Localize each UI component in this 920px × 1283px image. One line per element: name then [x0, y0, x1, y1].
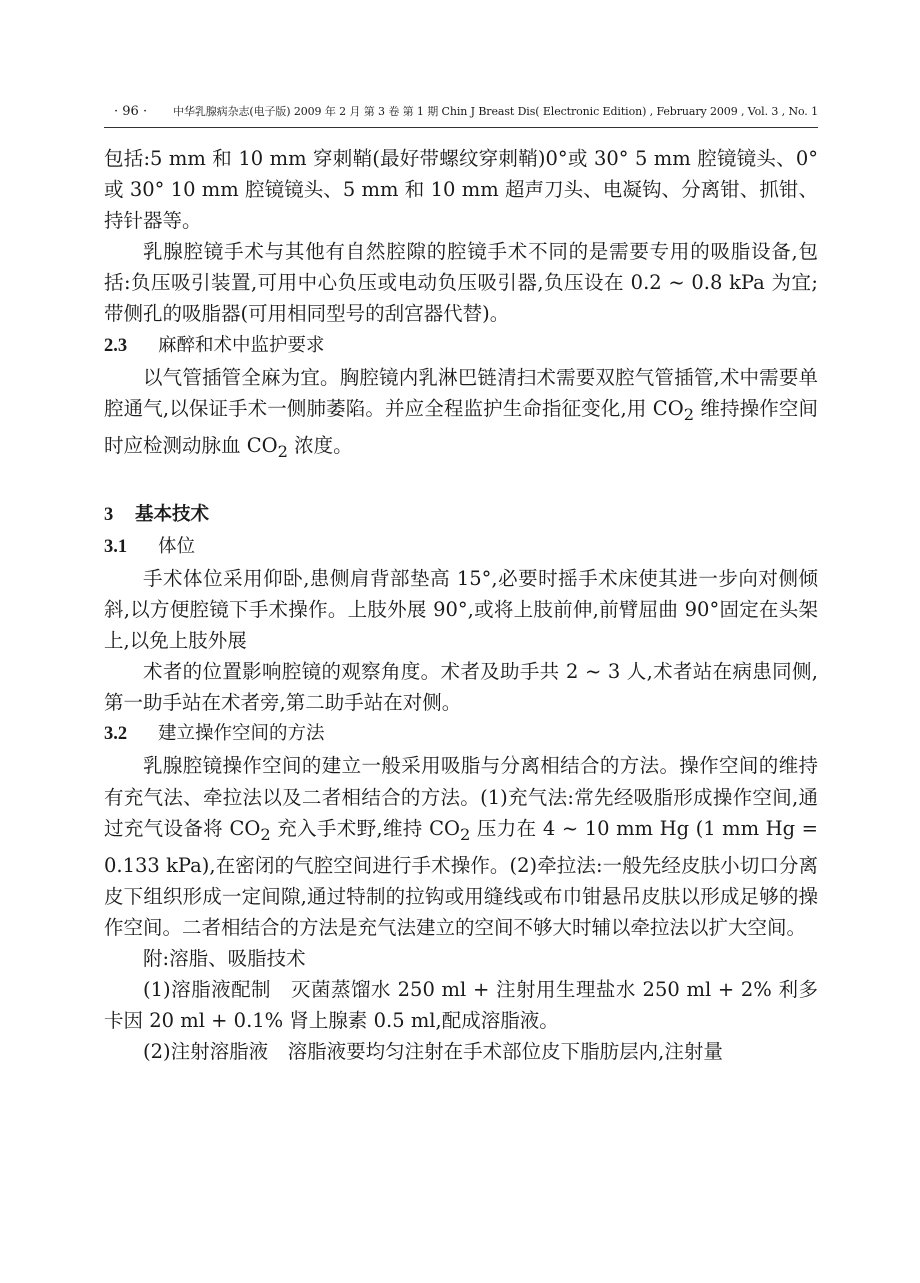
article-body [104, 143, 818, 1067]
paragraph-operating-space [104, 750, 818, 942]
section-title: 基本技术 [135, 503, 210, 525]
section-number: 3 [104, 504, 114, 525]
section-heading-2-3 [104, 330, 818, 362]
text-run: 充入手术野,维持 CO [270, 816, 461, 840]
running-header [104, 101, 818, 128]
section-title: 建立操作空间的方法 [158, 723, 325, 745]
section-heading-3-2 [104, 718, 818, 750]
subscript: 2 [460, 824, 471, 844]
section-title: 麻醉和术中监护要求 [158, 334, 325, 356]
subscript: 2 [683, 404, 695, 424]
paragraph-anesthesia [104, 362, 818, 467]
section-number: 3.1 [104, 536, 128, 557]
section-number: 2.3 [104, 335, 128, 356]
section-number: 3.2 [104, 724, 128, 745]
paragraph-surgeon-position: 术者的位置影响腔镜的观察角度。术者及助手共 2 ~ 3 人,术者站在病患同侧,第一助手站在术者旁,第二助手站在对侧。 [104, 660, 818, 715]
section-heading-3-1 [104, 531, 818, 563]
paragraph-appendix: 附:溶脂、吸脂技术 [143, 946, 306, 970]
text-run: 维持操作空间时应检测动脉血 CO [104, 396, 818, 457]
paragraph-injection: (2)注射溶脂液 溶脂液要均匀注射在手术部位皮下脂肪层内,注射量 [143, 1040, 723, 1064]
text-run: 以气管插管全麻为宜。胸腔镜内乳淋巴链清扫术需要双腔气管插管,术中需要单腔通气,以保证手术一侧肺萎陷。并应全程监护生命指征变化,用 CO [104, 365, 818, 420]
section-title: 体位 [158, 535, 196, 557]
subscript: 2 [260, 824, 271, 844]
text-run: 压力在 4 ~ 10 mm Hg (1 mm Hg = 0.133 kPa),在密闭的气腔空间进行手术操作。(2)牵拉法:一般先经皮肤小切口分离皮下组织形成一定间隙,通过特制的拉钩或用缝线或布巾钳悬吊皮肤以形成足够的操作空间。二者相结合的方法是充气法建立的空间不够大时辅以牵拉法以扩大空间。 [104, 816, 818, 939]
paragraph-suction-device: 乳腺腔镜手术与其他有自然腔隙的腔镜手术不同的是需要专用的吸脂设备,包括:负压吸引装置,可用中心负压或电动负压吸引器,负压设在 0.2 ~ 0.8 kPa 为宜;带侧孔的吸脂器(可用相同型号的刮宫器代替)。 [104, 240, 818, 326]
text-run: 乳腺腔镜操作空间的建立一般采用吸脂与分离相结合的方法。操作空间的维持有充气法、牵拉法以及二者相结合的方法。(1)充气法:常先经吸脂形成操作空间,通过充气设备将 CO [104, 754, 818, 840]
paragraph-equipment: 包括:5 mm 和 10 mm 穿刺鞘(最好带螺纹穿刺鞘)0°或 30° 5 mm 腔镜镜头、0°或 30° 10 mm 腔镜镜头、5 mm 和 10 mm 超声刀头、电凝钩、分离钳、抓钳、持针器等。 [104, 147, 818, 233]
journal-citation: 中华乳腺病杂志(电子版) 2009 年 2 月 第 3 卷 第 1 期 Chin J Breast Dis( Electronic Edition) , February 2009 , Vol. 3 , No. 1 [173, 105, 818, 118]
page-number: · 96 · [114, 104, 148, 119]
paragraph-position: 手术体位采用仰卧,患侧肩背部垫高 15°,必要时摇手术床使其进一步向对侧倾斜,以方便腔镜下手术操作。上肢外展 90°,或将上肢前伸,前臂屈曲 90°固定在头架上,以免上肢外展 [104, 566, 818, 653]
subscript: 2 [277, 441, 288, 461]
section-heading-3 [104, 499, 818, 531]
text-run: 浓度。 [287, 433, 353, 457]
paragraph-solution-prep: (1)溶脂液配制 灭菌蒸馏水 250 ml + 注射用生理盐水 250 ml + 2% 利多卡因 20 ml + 0.1% 肾上腺素 0.5 ml,配成溶脂液。 [104, 978, 818, 1033]
